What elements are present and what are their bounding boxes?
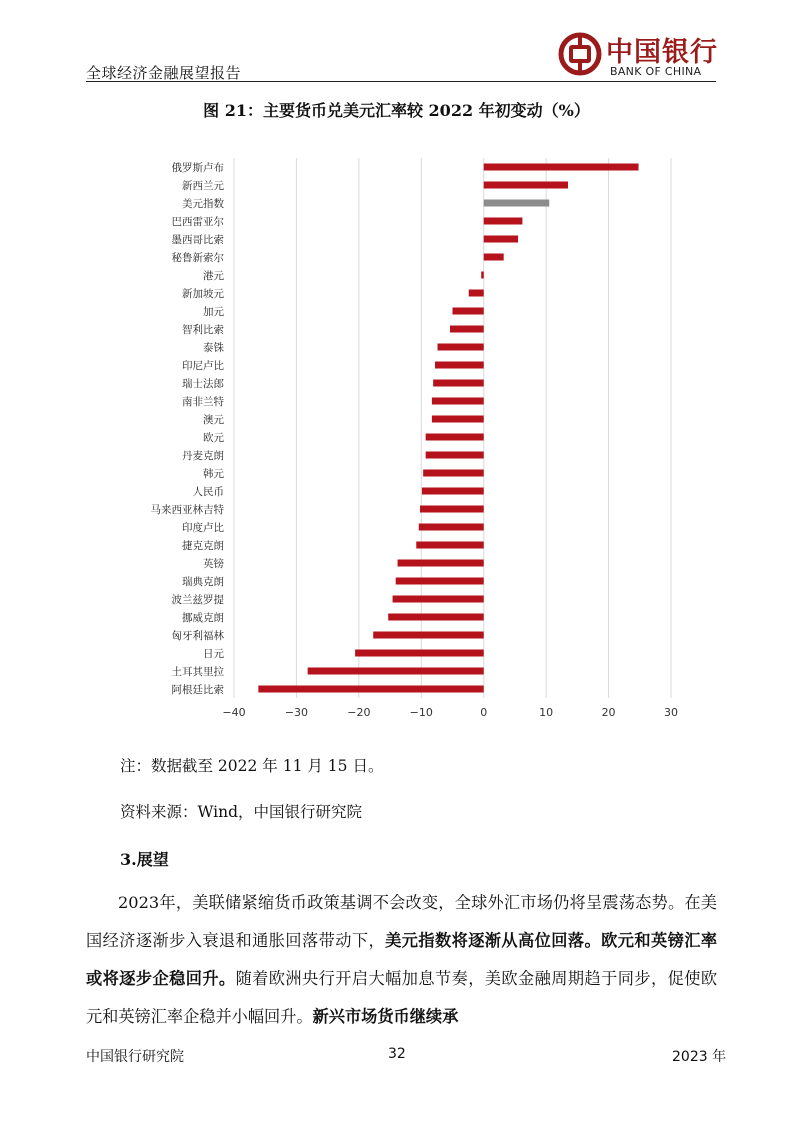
category-label: 南非兰特 [182, 396, 224, 408]
footer-page-number: 32 [388, 1046, 406, 1062]
category-label: 印度卢比 [182, 522, 224, 534]
bar-27 [355, 650, 484, 657]
x-tick-label: −30 [284, 706, 309, 719]
bar-0 [484, 164, 639, 171]
category-label: 秘鲁新索尔 [171, 252, 224, 264]
bar-29 [258, 686, 483, 693]
paragraph-text-1: 2023年，美联储紧缩货币政策基调不会改变，全球外汇市场仍将呈震荡态势。在美国经济逐渐步入衰退和通胀回落带动下， [86, 893, 717, 950]
x-tick-label: −10 [409, 706, 433, 719]
category-label: 新加坡元 [182, 288, 224, 300]
category-label: 墨西哥比索 [171, 234, 224, 246]
bar-10 [438, 344, 484, 351]
header-divider [86, 81, 716, 82]
bar-28 [308, 668, 484, 675]
category-label: 挪威克朗 [182, 612, 224, 624]
footer-organization: 中国银行研究院 [86, 1049, 184, 1065]
bar-12 [433, 380, 484, 387]
category-label: 日元 [203, 648, 224, 660]
category-label: 韩元 [203, 468, 224, 480]
bar-8 [453, 308, 484, 315]
category-label: 丹麦克朗 [182, 450, 224, 462]
category-label: 阿根廷比索 [171, 684, 224, 696]
bar-11 [435, 362, 484, 369]
chart-bars [258, 164, 638, 693]
bar-13 [432, 398, 484, 405]
category-label: 土耳其里拉 [171, 666, 224, 678]
category-label: 瑞典克朗 [182, 576, 224, 588]
category-label: 瑞士法郎 [182, 378, 224, 390]
bar-15 [426, 434, 484, 441]
bar-24 [393, 596, 484, 603]
x-tick-label: −20 [347, 706, 371, 719]
bar-6 [481, 272, 483, 279]
category-label: 波兰兹罗提 [171, 594, 224, 606]
category-label: 匈牙利福林 [171, 630, 224, 642]
bar-21 [416, 542, 483, 549]
bar-16 [426, 452, 484, 459]
bar-22 [398, 560, 484, 567]
x-tick-label: 0 [480, 706, 488, 719]
bar-25 [388, 614, 484, 621]
bar-4 [484, 236, 518, 243]
category-label: 泰铢 [203, 342, 224, 354]
bar-2 [484, 200, 550, 207]
bar-14 [432, 416, 484, 423]
bar-20 [419, 524, 484, 531]
chart-note: 注：数据截至 2022 年 11 月 15 日。 [120, 757, 384, 775]
category-label: 加元 [203, 306, 224, 318]
section-heading: 3.展望 [120, 850, 169, 869]
report-header-title: 全球经济金融展望报告 [86, 64, 242, 82]
x-tick-label: 30 [664, 706, 678, 719]
logo-chinese-name: 中国银行 [606, 37, 718, 68]
bar-9 [450, 326, 484, 333]
bar-7 [469, 290, 484, 297]
bar-17 [423, 470, 484, 477]
currency-change-bar-chart [0, 150, 793, 725]
figure-title: 图 21：主要货币兑美元汇率较 2022 年初变动（%） [203, 101, 590, 120]
x-tick-label: 20 [601, 706, 616, 719]
bar-18 [422, 488, 484, 495]
bar-5 [484, 254, 504, 261]
category-label: 印尼卢比 [182, 360, 224, 372]
category-label: 欧元 [203, 432, 224, 444]
bar-3 [484, 218, 523, 225]
x-tick-label: 10 [539, 706, 554, 719]
bar-19 [420, 506, 484, 513]
chart-source: 资料来源：Wind，中国银行研究院 [120, 803, 363, 821]
paragraph-bold-1: 美元指数将逐渐从高位回落。欧元和英镑汇率或将逐步企稳回升。 [86, 931, 718, 988]
chart-x-tick-labels [222, 706, 678, 719]
category-label: 俄罗斯卢布 [171, 162, 224, 174]
chart-category-labels [151, 161, 225, 696]
category-label: 英镑 [203, 558, 224, 570]
paragraph-text-2: 随着欧洲央行开启大幅加息节奏，美欧金融周期趋于同步，促使欧元和英镑汇率企稳并小幅回升。 [86, 969, 718, 1026]
category-label: 新西兰元 [182, 180, 224, 192]
bar-1 [484, 182, 568, 189]
category-label: 巴西雷亚尔 [171, 216, 224, 228]
logo-english-name: BANK OF CHINA [610, 65, 702, 78]
category-label: 人民币 [192, 486, 224, 498]
paragraph-bold-2: 新兴市场货币继续承 [312, 1007, 459, 1026]
body-paragraph [86, 884, 717, 1036]
bank-of-china-emblem-icon [558, 32, 602, 76]
bar-26 [373, 632, 483, 639]
category-label: 美元指数 [182, 198, 224, 210]
footer-year: 2023 年 [672, 1049, 727, 1065]
x-tick-label: −40 [222, 706, 246, 719]
category-label: 港元 [203, 270, 224, 282]
category-label: 澳元 [203, 414, 224, 426]
bar-23 [396, 578, 484, 585]
category-label: 马来西亚林吉特 [150, 504, 224, 516]
category-label: 智利比索 [182, 324, 224, 336]
bank-logo [558, 30, 718, 80]
category-label: 捷克克朗 [182, 540, 224, 552]
